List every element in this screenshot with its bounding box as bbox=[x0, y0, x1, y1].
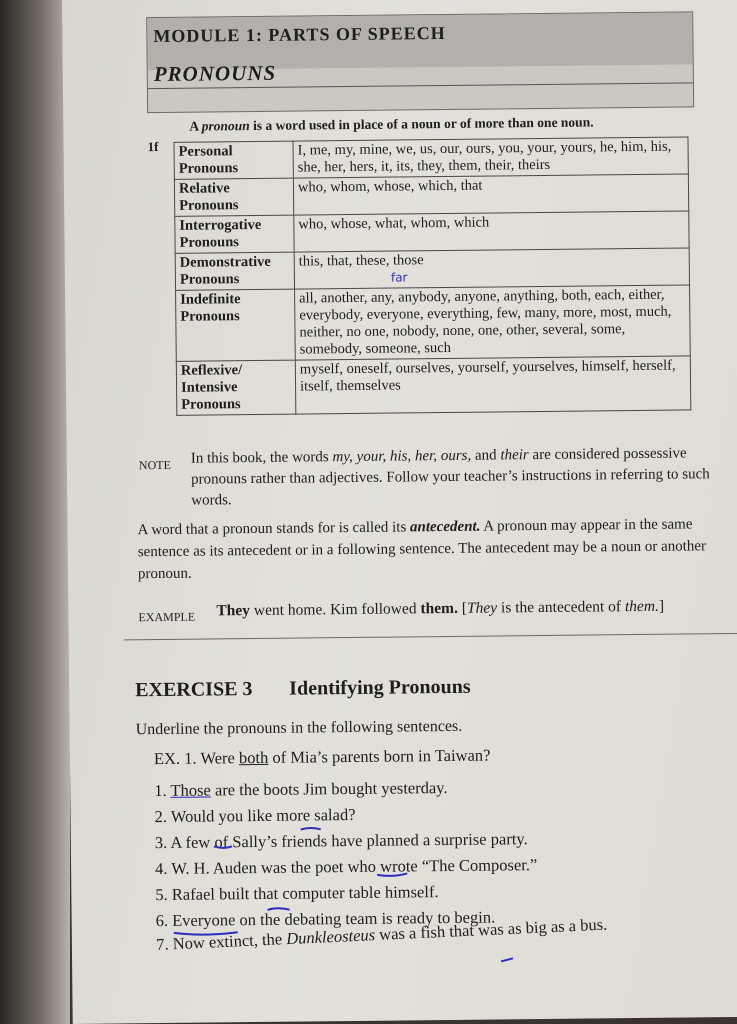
para-part: A pronoun may appear in the same sentence as its antecedent or in a following sentence. The antecedent may be a noun or another pronoun. bbox=[137, 516, 707, 583]
note-part: In this book, the words bbox=[190, 449, 333, 467]
item-number: 7. bbox=[155, 934, 170, 955]
table-category: Relative Pronouns bbox=[174, 178, 293, 216]
para-part: A word that a pronoun stands for is called its bbox=[137, 519, 411, 539]
table-examples: all, another, any, anybody, anyone, anything, both, each, either, everybody, everyone, everything, few, many, more, most, much, neither, no one, nobody, none, one, other, several, some, somebody, someone, such bbox=[295, 285, 691, 360]
item-italic: Dunkleosteus bbox=[285, 925, 376, 949]
table-category: Reflexive/ Intensive Pronouns bbox=[176, 360, 296, 415]
note-label: NOTE bbox=[138, 457, 171, 473]
pronoun-table bbox=[173, 136, 691, 415]
exercise-item bbox=[155, 855, 537, 879]
table-row bbox=[174, 174, 688, 216]
exercise-item bbox=[155, 829, 528, 853]
table-row bbox=[176, 356, 691, 415]
item-underlined: Those bbox=[170, 780, 211, 800]
example-part: [ bbox=[457, 599, 468, 617]
table-category: Indefinite Pronouns bbox=[176, 289, 296, 361]
example-bold: They bbox=[216, 602, 251, 620]
note-part: and bbox=[471, 447, 501, 464]
definition-rest: is a word used in place of a noun or of more than one noun. bbox=[249, 114, 594, 134]
exercise-item bbox=[155, 882, 438, 905]
table-row bbox=[174, 137, 688, 179]
item-text: of Mia’s parents born in Taiwan? bbox=[268, 745, 491, 767]
item-text: are the boots Jim bought yesterday. bbox=[210, 778, 448, 800]
table-row bbox=[175, 248, 689, 290]
exercise-example-item bbox=[154, 746, 491, 770]
item-number: 3. bbox=[154, 832, 168, 853]
section-divider bbox=[124, 633, 737, 641]
item-text: Were bbox=[200, 748, 240, 768]
module-header bbox=[146, 11, 694, 113]
item-number: 1. bbox=[154, 780, 167, 801]
item-underlined: both bbox=[238, 747, 269, 768]
item-number: EX. 1. bbox=[153, 748, 197, 769]
example-part: went home. Kim followed bbox=[249, 600, 421, 620]
note-text bbox=[191, 443, 732, 512]
table-examples: I, me, my, mine, we, us, our, ours, you, your, yours, he, him, his, she, her, hers, it, its, they, them, their, theirs bbox=[293, 137, 688, 178]
demonstrative-list: this, that, these, those bbox=[298, 252, 424, 270]
table-examples: who, whose, what, whom, which bbox=[294, 211, 689, 252]
example-text bbox=[216, 598, 664, 621]
section-title: PRONOUNS bbox=[153, 60, 277, 87]
exercise-item bbox=[154, 805, 355, 827]
item-text: was a fish that was as big as a bus. bbox=[374, 914, 608, 945]
pronoun-definition bbox=[189, 114, 593, 134]
item-text: Everyone on the debating team is ready to begin. bbox=[172, 907, 496, 930]
item-text: Would you like more salad? bbox=[170, 804, 356, 826]
definition-term: pronoun bbox=[201, 118, 250, 134]
table-row bbox=[175, 211, 689, 253]
antecedent-term: antecedent. bbox=[409, 518, 481, 536]
pen-underline-mark bbox=[301, 828, 321, 830]
module-title: MODULE 1: PARTS OF SPEECH bbox=[153, 22, 446, 47]
exercise-title: EXERCISE 3 bbox=[135, 678, 253, 702]
item-number: 5. bbox=[155, 884, 168, 905]
table-category: Personal Pronouns bbox=[174, 141, 293, 179]
pen-underline-mark bbox=[501, 958, 513, 961]
note-word: their bbox=[500, 447, 529, 464]
antecedent-paragraph bbox=[137, 513, 737, 585]
definition-lead: A bbox=[189, 118, 202, 134]
exercise-item bbox=[154, 778, 447, 801]
table-row bbox=[176, 285, 691, 361]
item-number: 4. bbox=[155, 858, 168, 879]
table-category: Interrogative Pronouns bbox=[175, 215, 294, 253]
item-text: Now extinct, the bbox=[172, 929, 287, 954]
exercise-instruction: Underline the pronouns in the following sentences. bbox=[135, 717, 463, 739]
exercise-name: Identifying Pronouns bbox=[289, 675, 471, 700]
note-words: my, your, his, her, ours, bbox=[332, 447, 472, 466]
example-italic: They bbox=[466, 599, 498, 617]
example-part: is the antecedent of bbox=[497, 598, 626, 617]
book-page bbox=[62, 0, 737, 1024]
item-number: 6. bbox=[155, 910, 169, 931]
note-part: are considered possessive pronouns rather than adjectives. Follow your teacher’s instructions in referring to such words. bbox=[190, 445, 710, 509]
book-spine-shadow bbox=[0, 0, 70, 1024]
item-number: 2. bbox=[154, 806, 168, 827]
table-examples: myself, oneself, ourselves, yourself, yourselves, himself, herself, itself, themselves bbox=[295, 356, 691, 414]
example-bold: them. bbox=[420, 599, 459, 618]
table-examples: who, whom, whose, which, that bbox=[293, 174, 688, 215]
example-label: EXAMPLE bbox=[138, 609, 196, 625]
handwritten-note: far bbox=[390, 270, 408, 285]
rule-number: 1f bbox=[147, 138, 159, 155]
item-text: Rafael built that computer table himself. bbox=[171, 882, 439, 904]
table-category: Demonstrative Pronouns bbox=[175, 252, 294, 290]
table-examples bbox=[294, 248, 689, 289]
item-text: A few of Sally’s friends have planned a surprise party. bbox=[170, 829, 528, 852]
example-part: ] bbox=[658, 597, 665, 615]
example-italic: them. bbox=[624, 597, 660, 616]
item-text: W. H. Auden was the poet who wrote “The Composer.” bbox=[171, 855, 538, 878]
